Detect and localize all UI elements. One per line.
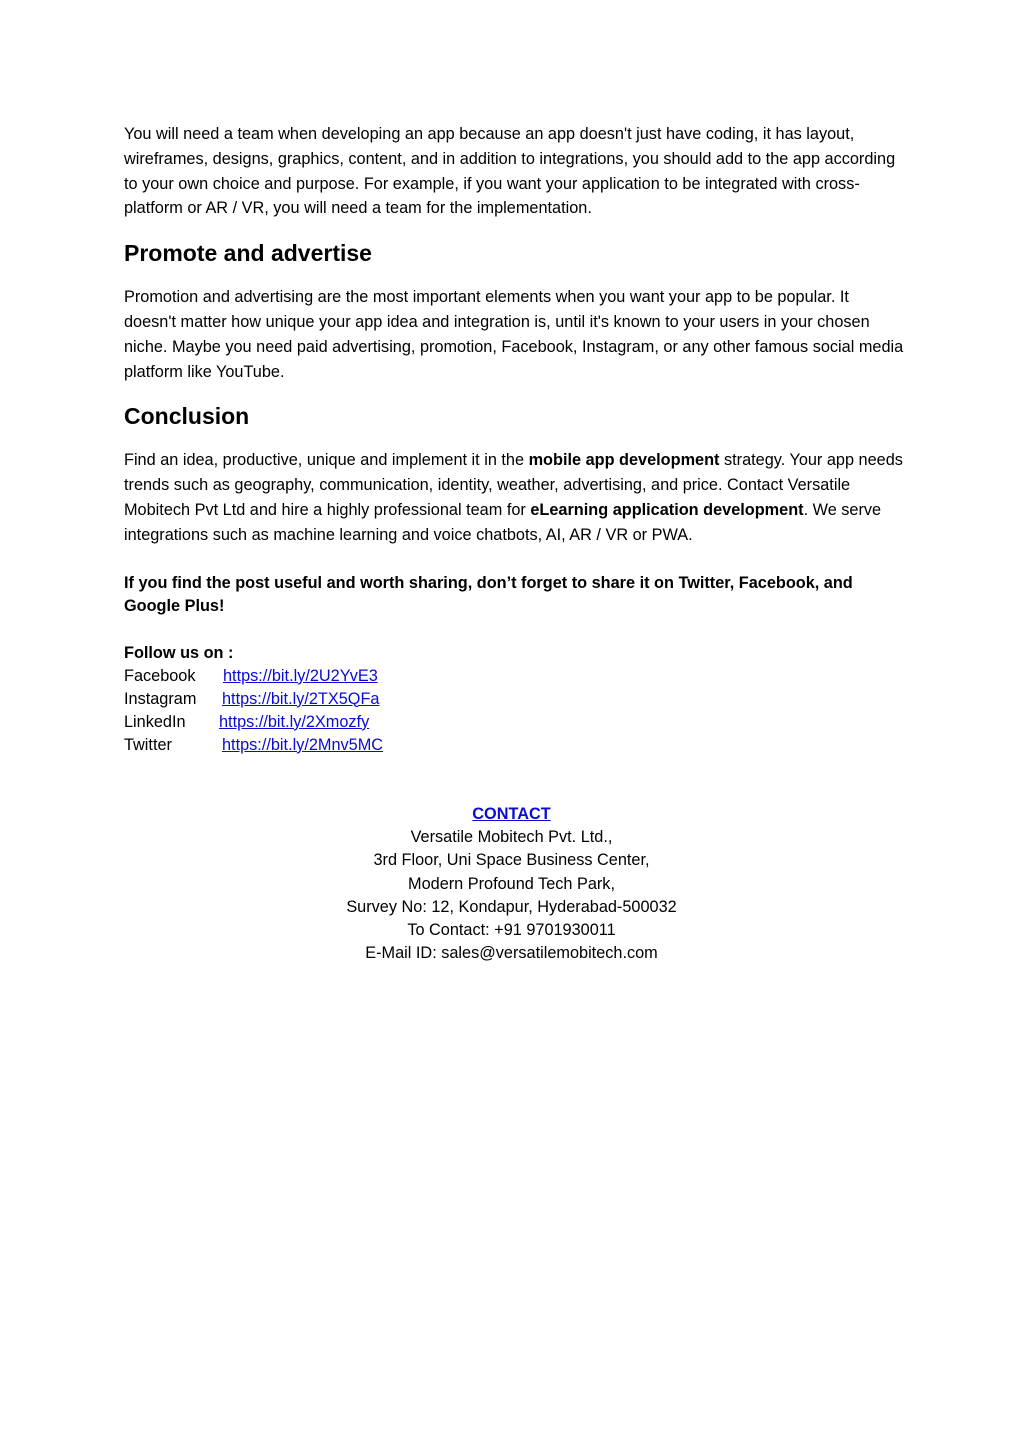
intro-paragraph: You will need a team when developing an app because an app doesn't just have coding, it has layout, wireframes, designs, graphics, content, and in addition to integrations, you should add to the app according to your own choice and purpose. For example, if you want your application to be integrated with cross-platform or AR / VR, you will need a team for the implementation. <box>124 125 896 218</box>
follow-row-twitter <box>124 734 904 757</box>
contact-company-line: Versatile Mobitech Pvt. Ltd., <box>410 828 613 847</box>
facebook-link[interactable]: https://bit.ly/2U2YvE3 <box>223 666 378 685</box>
article-body <box>124 122 904 757</box>
follow-row-instagram <box>124 688 904 711</box>
heading-promote-and-advertise: Promote and advertise <box>124 240 372 267</box>
contact-section <box>0 803 1023 965</box>
promote-paragraph: Promotion and advertising are the most important elements when you want your app to be popular. It doesn't matter how unique your app idea and integration is, until it's known to your users in your chosen niche. Maybe you need paid advertising, promotion, Facebook, Instagram, or any other famous social media platform like YouTube. <box>124 288 904 381</box>
instagram-link[interactable]: https://bit.ly/2TX5QFa <box>222 689 380 708</box>
conclusion-text-part3: . We serve integrations such as machine learning and voice chatbots, AI, AR / VR or PWA. <box>124 500 882 544</box>
contact-phone-line: To Contact: +91 9701930011 <box>407 921 616 940</box>
follow-row-facebook <box>124 665 904 688</box>
follow-row-linkedin <box>124 711 904 734</box>
share-note: If you find the post useful and worth sharing, don’t forget to share it on Twitter, Facebook, and Google Plus! <box>124 573 853 616</box>
follow-label-facebook: Facebook <box>124 666 196 685</box>
follow-label-twitter: Twitter <box>124 735 172 754</box>
contact-address-line-1: 3rd Floor, Uni Space Business Center, <box>373 851 650 870</box>
conclusion-text-part1: Find an idea, productive, unique and implement it in the <box>124 451 529 470</box>
heading-conclusion: Conclusion <box>124 403 250 430</box>
contact-address-line-3: Survey No: 12, Kondapur, Hyderabad-500032 <box>346 897 677 916</box>
contact-link[interactable]: CONTACT <box>472 805 551 823</box>
conclusion-text-part2: strategy. Your app needs trends such as geography, communication, identity, weather, advertising, and price. Contact Versatile Mobitech Pvt Ltd and hire a highly professional team for <box>124 451 903 519</box>
follow-us-section <box>124 642 904 757</box>
conclusion-paragraph <box>124 448 904 547</box>
bold-elearning-application-development: eLearning application development <box>530 500 804 519</box>
follow-us-title: Follow us on : <box>124 643 234 662</box>
twitter-link[interactable]: https://bit.ly/2Mnv5MC <box>222 735 384 754</box>
contact-address-line-2: Modern Profound Tech Park, <box>408 874 615 893</box>
linkedin-link[interactable]: https://bit.ly/2Xmozfy <box>219 712 370 731</box>
contact-email-line: E-Mail ID: sales@versatilemobitech.com <box>365 944 658 963</box>
follow-label-instagram: Instagram <box>124 689 197 708</box>
bold-mobile-app-development: mobile app development <box>528 451 720 470</box>
follow-label-linkedin: LinkedIn <box>124 712 186 731</box>
